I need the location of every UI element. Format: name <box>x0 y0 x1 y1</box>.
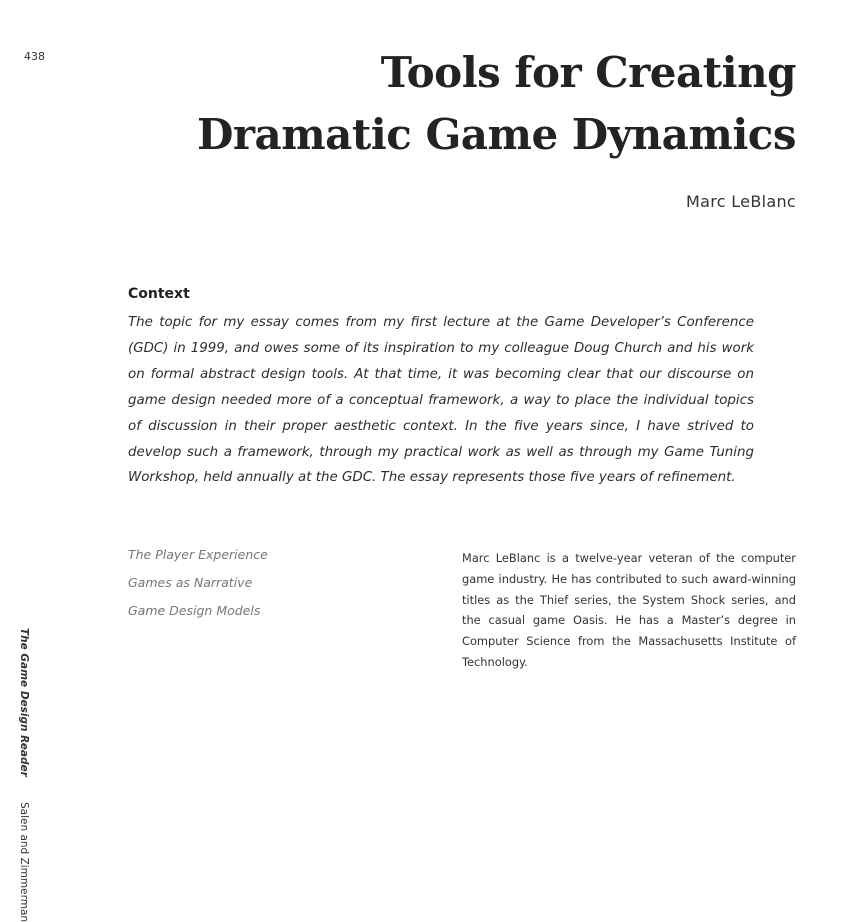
context-heading: Context <box>128 286 190 302</box>
article-author: Marc LeBlanc <box>686 192 796 211</box>
article-title-line-1: Tools for Creating <box>380 48 796 97</box>
article-title-line-2: Dramatic Game Dynamics <box>196 110 796 159</box>
article-title <box>96 42 796 166</box>
related-topic-item: Games as Narrative <box>128 575 253 590</box>
related-topic-item: Game Design Models <box>128 603 261 618</box>
related-topics-list <box>128 545 268 629</box>
running-head-book-title: The Game Design Reader <box>18 628 30 777</box>
running-head <box>18 628 30 922</box>
running-head-editors: Salen and Zimmerman <box>18 802 30 922</box>
context-body: The topic for my essay comes from my first lecture at the Game Developer’s Conference (GDC) in 1999, and owes some of its inspiration to my colleague Doug Church and his work on formal abstract design tools. At that time, it was becoming clear that our discourse on game design needed more of a conceptual framework, a way to place the individual topics of discussion in their proper aesthetic context. In the five years since, I have strived to develop such a framework, through my practical work as well as through my Game Tuning Workshop, held annually at the GDC. The essay represents those five years of refinement. <box>128 315 754 486</box>
page-number: 438 <box>24 50 45 63</box>
author-bio: Marc LeBlanc is a twelve-year veteran of the computer game industry. He has contributed to such award-winning titles as the Thief series, the System Shock series, and the casual game Oasis. He has a Master’s degree in Computer Science from the Massachusetts Institute of Technology. <box>462 551 796 669</box>
related-topic-item: The Player Experience <box>128 547 268 562</box>
